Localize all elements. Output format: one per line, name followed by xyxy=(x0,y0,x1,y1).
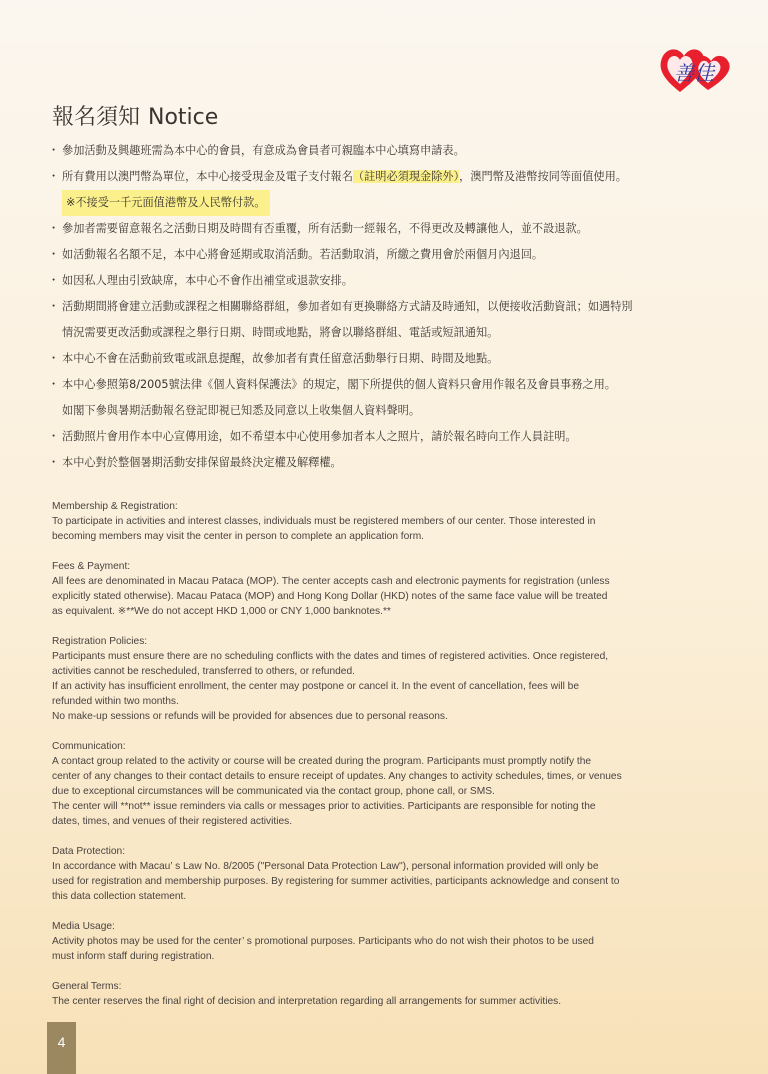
en-section-line: If an activity has insufficient enrollment, the center may postpone or cancel it. In the event of cancellation, fees will be xyxy=(52,681,580,692)
en-section-heading: Membership & Registration: xyxy=(52,501,178,512)
zh-item-schedule: ・ 參加者需要留意報名之活動日期及時間有否重覆，所有活動一經報名，不得更改及轉讓他人，並不設退款。 xyxy=(52,216,732,242)
en-section-communication xyxy=(52,739,732,829)
en-section-line: In accordance with Macau’ s Law No. 8/2005 ("Personal Data Protection Law"), personal information provided will only be xyxy=(52,861,599,872)
zh-item-fees xyxy=(52,164,732,216)
en-section-line: A contact group related to the activity or course will be created during the program. Participants must promptly notify the xyxy=(52,756,592,767)
zh-fees-text: 所有費用以澳門幣為單位，本中心接受現金及電子支付報名 xyxy=(62,170,353,183)
title-zh: 報名須知 xyxy=(52,105,141,130)
page-title xyxy=(52,100,218,131)
en-section-general xyxy=(52,979,732,1009)
en-section-line: The center reserves the final right of decision and interpretation regarding all arrangements for summer activities. xyxy=(52,996,562,1007)
en-section-media xyxy=(52,919,732,964)
en-section-line: must inform staff during registration. xyxy=(52,951,215,962)
en-section-data-protection xyxy=(52,844,732,904)
en-section-heading: General Terms: xyxy=(52,981,122,992)
en-section-line: this data collection statement. xyxy=(52,891,187,902)
zh-communication-line1: 活動期間將會建立活動或課程之相關聯絡群組，參加者如有更換聯絡方式請及時通知，以便接收活動資訊；如遇特別 xyxy=(62,300,633,313)
zh-item-communication xyxy=(52,294,732,346)
en-section-line: To participate in activities and interest classes, individuals must be registered members of our center. Those interested in xyxy=(52,516,596,527)
en-section-heading: Registration Policies: xyxy=(52,636,148,647)
zh-item-data-protection xyxy=(52,372,732,424)
en-section-line: Participants must ensure there are no scheduling conflicts with the dates and times of registered activities. Once registered, xyxy=(52,651,609,662)
zh-communication-line2: 情況需要更改活動或課程之舉行日期、時間或地點，將會以聯絡群組、電話或短訊通知。 xyxy=(62,326,499,339)
title-en: Notice xyxy=(148,105,219,130)
zh-fees-highlight: （註明必須現金除外） xyxy=(352,170,460,183)
en-section-heading: Media Usage: xyxy=(52,921,115,932)
zh-data-line1: 本中心參照第8/2005號法律《個人資料保護法》的規定，閣下所提供的個人資料只會用作報名及會員事務之用。 xyxy=(62,378,616,391)
zh-item-final-right: ・ 本中心對於整個暑期活動安排保留最終決定權及解釋權。 xyxy=(52,450,732,476)
zh-fees-text-after: ，澳門幣及港幣按同等面值使用。 xyxy=(459,170,627,183)
en-section-line: refunded within two months. xyxy=(52,696,179,707)
en-section-line: activities cannot be rescheduled, transferred to others, or refunded. xyxy=(52,666,355,677)
en-section-membership xyxy=(52,499,732,544)
en-notice xyxy=(52,499,732,1024)
zh-data-line2: 如閣下參與暑期活動報名登記即視已知悉及同意以上收集個人資料聲明。 xyxy=(62,404,421,417)
page-number: 4 xyxy=(47,1022,76,1074)
en-section-heading: Fees & Payment: xyxy=(52,561,131,572)
en-section-line: due to exceptional circumstances will be communicated via the contact group, phone call, or SMS. xyxy=(52,786,495,797)
zh-fees-note: ※不接受一千元面值港幣及人民幣付款。 xyxy=(62,190,270,216)
en-section-registration xyxy=(52,634,732,724)
zh-item-membership: ・ 參加活動及興趣班需為本中心的會員，有意成為會員者可親臨本中心填寫申請表。 xyxy=(52,138,732,164)
zh-notice-list xyxy=(52,138,732,476)
heart-logo-icon xyxy=(656,40,736,96)
zh-item-enrollment: ・ 如活動報名名額不足，本中心將會延期或取消活動。若活動取消，所繳之費用會於兩個月內退回。 xyxy=(52,242,732,268)
en-section-line: All fees are denominated in Macau Pataca (MOP). The center accepts cash and electronic payments for registration (unless xyxy=(52,576,610,587)
en-section-line: used for registration and membership purposes. By registering for summer activities, participants acknowledge and consent to xyxy=(52,876,620,887)
en-section-line: as equivalent. ※**We do not accept HKD 1,000 or CNY 1,000 banknotes.** xyxy=(52,606,391,617)
en-section-fees xyxy=(52,559,732,619)
en-section-line: explicitly stated otherwise). Macau Pataca (MOP) and Hong Kong Dollar (HKD) notes of the same face value will be treated xyxy=(52,591,608,602)
en-section-line: Activity photos may be used for the center’ s promotional purposes. Participants who do not wish their photos to be used xyxy=(52,936,594,947)
en-section-line: becoming members may visit the center in person to complete an application form. xyxy=(52,531,425,542)
en-section-line: The center will **not** issue reminders via calls or messages prior to activities. Participants are responsible for noting the xyxy=(52,801,596,812)
zh-item-absence: ・ 如因私人理由引致缺席，本中心不會作出補堂或退款安排。 xyxy=(52,268,732,294)
en-section-line: dates, times, and venues of their registered activities. xyxy=(52,816,293,827)
logo xyxy=(656,40,736,96)
en-section-heading: Communication: xyxy=(52,741,126,752)
logo-text: 善佳 xyxy=(674,61,714,85)
zh-item-photos: ・ 活動照片會用作本中心宣傳用途，如不希望本中心使用參加者本人之照片，請於報名時向工作人員註明。 xyxy=(52,424,732,450)
en-section-line: center of any changes to their contact details to ensure receipt of updates. Any changes to activity schedules, times, or venues xyxy=(52,771,622,782)
en-section-heading: Data Protection: xyxy=(52,846,126,857)
zh-item-reminder: ・ 本中心不會在活動前致電或訊息提醒，故參加者有責任留意活動舉行日期、時間及地點。 xyxy=(52,346,732,372)
en-section-line: No make-up sessions or refunds will be provided for absences due to personal reasons. xyxy=(52,711,448,722)
